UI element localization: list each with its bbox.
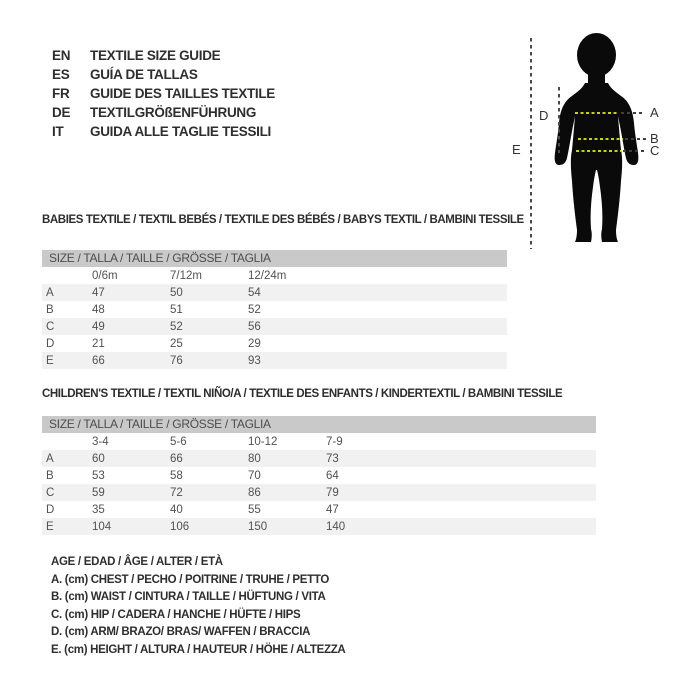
value-cell: 104 xyxy=(92,520,112,533)
language-title-list xyxy=(52,46,275,141)
value-cell: 48 xyxy=(92,303,105,316)
language-title: GUIDE DES TAILLES TEXTILE xyxy=(90,86,276,101)
language-title: GUIDA ALLE TAGLIE TESSILI xyxy=(90,124,271,139)
table-row xyxy=(42,301,507,318)
language-title: TEXTILE SIZE GUIDE xyxy=(90,48,221,63)
value-cell: 106 xyxy=(170,520,190,533)
babies-table-title: BABIES TEXTILE / TEXTIL BEBÉS / TEXTILE DES BÉBÉS / BABYS TEXTIL / BAMBINI TESSILE xyxy=(42,214,524,226)
value-cell: 52 xyxy=(248,303,261,316)
value-cell: 140 xyxy=(326,520,346,533)
arm-measure-line xyxy=(558,87,560,153)
legend-waist-line: B. (cm) WAIST / CINTURA / TAILLE / HÜFTUNG / VITA xyxy=(51,591,326,603)
language-code: IT xyxy=(52,124,64,139)
row-label: D xyxy=(46,337,55,350)
value-cell: 72 xyxy=(170,486,183,499)
language-row xyxy=(52,65,275,84)
language-code: EN xyxy=(52,48,71,63)
table-row xyxy=(42,335,507,352)
language-code: DE xyxy=(52,105,71,120)
row-label: A xyxy=(46,286,54,299)
table-row xyxy=(42,352,507,369)
row-label: D xyxy=(46,503,55,516)
value-cell: 25 xyxy=(170,337,183,350)
row-label: E xyxy=(46,520,54,533)
value-cell: 54 xyxy=(248,286,261,299)
value-cell: 47 xyxy=(92,286,105,299)
value-cell: 59 xyxy=(92,486,105,499)
table-row xyxy=(42,518,596,535)
value-cell: 60 xyxy=(92,452,105,465)
table-row xyxy=(42,501,596,518)
table-row xyxy=(42,484,596,501)
value-cell: 35 xyxy=(92,503,105,516)
children-size-table xyxy=(42,416,596,535)
table-row xyxy=(42,284,507,301)
waist-measure-dash xyxy=(625,138,647,140)
language-row xyxy=(52,46,275,65)
value-cell: 53 xyxy=(92,469,105,482)
value-cell: 150 xyxy=(248,520,268,533)
arm-label: D xyxy=(539,108,549,123)
value-cell: 86 xyxy=(248,486,261,499)
value-cell: 56 xyxy=(248,320,261,333)
column-header: 7-9 xyxy=(326,435,343,448)
row-label: C xyxy=(46,320,55,333)
table-row xyxy=(42,318,507,335)
row-label: A xyxy=(46,452,54,465)
measurement-diagram xyxy=(505,23,680,261)
height-label: E xyxy=(512,142,521,157)
column-header: 7/12m xyxy=(170,269,202,282)
height-measure-line xyxy=(530,38,532,249)
column-header: 3-4 xyxy=(92,435,109,448)
waist-measure-dots xyxy=(578,138,623,141)
language-title: GUÍA DE TALLAS xyxy=(90,67,198,82)
language-row xyxy=(52,122,275,141)
legend-height-line: E. (cm) HEIGHT / ALTURA / HAUTEUR / HÖHE / ALTEZZA xyxy=(51,643,346,656)
row-label: C xyxy=(46,486,55,499)
language-code: FR xyxy=(52,86,70,101)
column-header-row xyxy=(42,267,507,284)
value-cell: 73 xyxy=(326,452,339,465)
children-table-title: CHILDREN'S TEXTILE / TEXTIL NIÑO/A / TEXTILE DES ENFANTS / KINDERTEXTIL / BAMBINI TESSILE xyxy=(42,388,563,400)
chest-measure-dots xyxy=(575,112,619,115)
row-label: B xyxy=(46,469,54,482)
value-cell: 76 xyxy=(170,354,183,367)
value-cell: 51 xyxy=(170,303,183,316)
language-code: ES xyxy=(52,67,70,82)
hip-label: C xyxy=(650,143,660,158)
value-cell: 49 xyxy=(92,320,105,333)
column-header-row xyxy=(42,433,596,450)
value-cell: 80 xyxy=(248,452,261,465)
legend-arm-line: D. (cm) ARM/ BRAZO/ BRAS/ WAFFEN / BRACCIA xyxy=(51,626,311,638)
value-cell: 52 xyxy=(170,320,183,333)
table-row xyxy=(42,467,596,484)
value-cell: 40 xyxy=(170,503,183,516)
legend-chest-line: A. (cm) CHEST / PECHO / POITRINE / TRUHE / PETTO xyxy=(51,573,330,586)
language-row xyxy=(52,84,275,103)
value-cell: 21 xyxy=(92,337,105,350)
value-cell: 50 xyxy=(170,286,183,299)
chest-label: A xyxy=(650,105,659,120)
value-cell: 66 xyxy=(170,452,183,465)
legend-hip-line: C. (cm) HIP / CADERA / HANCHE / HÜFTE / HIPS xyxy=(51,608,301,621)
size-header-band: SIZE / TALLA / TAILLE / GRÖSSE / TAGLIA xyxy=(42,416,596,433)
column-header: 10-12 xyxy=(248,435,278,448)
measurement-legend xyxy=(51,554,345,659)
value-cell: 66 xyxy=(92,354,105,367)
value-cell: 47 xyxy=(326,503,339,516)
row-label: E xyxy=(46,354,54,367)
column-header: 5-6 xyxy=(170,435,187,448)
table-row xyxy=(42,450,596,467)
value-cell: 58 xyxy=(170,469,183,482)
hip-measure-dots xyxy=(576,150,621,153)
value-cell: 70 xyxy=(248,469,261,482)
value-cell: 29 xyxy=(248,337,261,350)
language-title: TEXTILGRÖßENFÜHRUNG xyxy=(90,105,257,120)
column-header: 0/6m xyxy=(92,269,118,282)
legend-age-line: AGE / EDAD / ÂGE / ALTER / ETÀ xyxy=(51,556,223,568)
row-label: B xyxy=(46,303,54,316)
language-row xyxy=(52,103,275,122)
babies-size-table xyxy=(42,250,507,369)
size-header-band: SIZE / TALLA / TAILLE / GRÖSSE / TAGLIA xyxy=(42,250,507,267)
value-cell: 79 xyxy=(326,486,339,499)
chest-measure-dash xyxy=(621,112,645,114)
value-cell: 64 xyxy=(326,469,339,482)
waist-label: B xyxy=(650,131,659,146)
value-cell: 93 xyxy=(248,354,261,367)
value-cell: 55 xyxy=(248,503,261,516)
hip-measure-dash xyxy=(623,150,646,152)
column-header: 12/24m xyxy=(248,269,287,282)
